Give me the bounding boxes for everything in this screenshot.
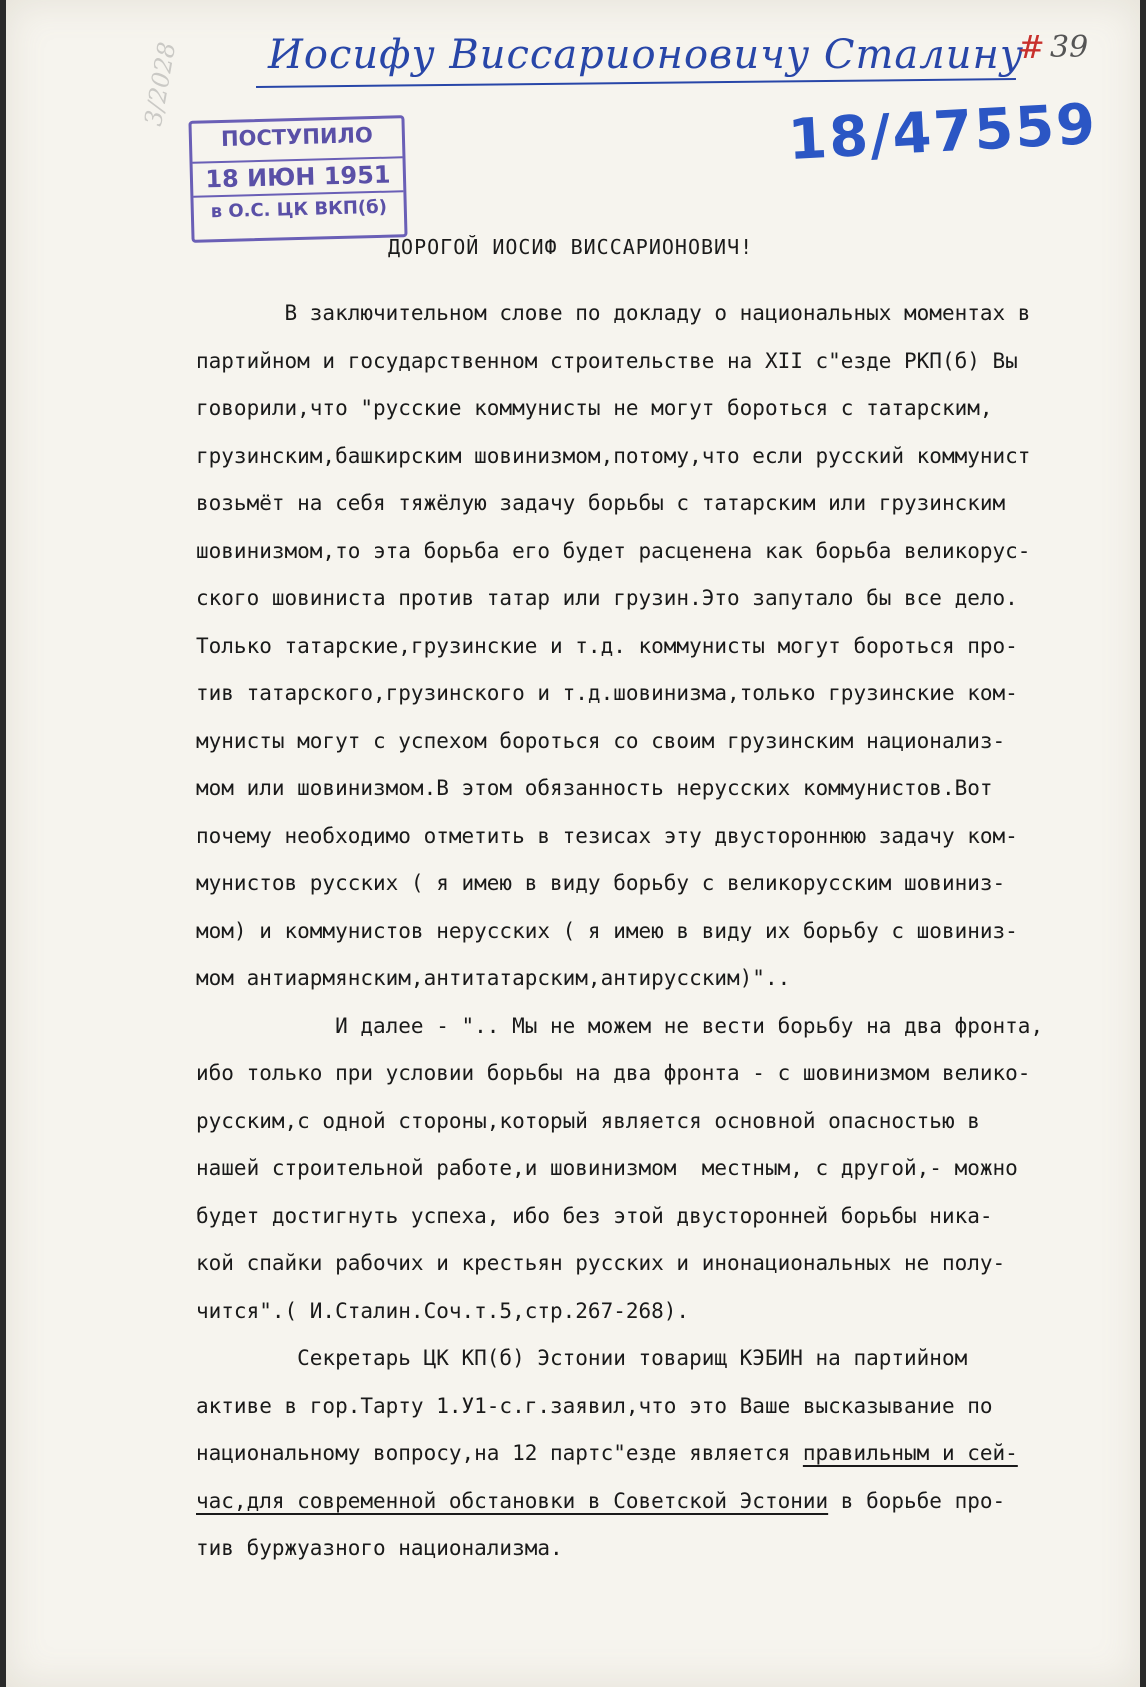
body-line-text: в борьбе про- (828, 1488, 1006, 1513)
body-line: тив буржуазного национализма. (196, 1536, 563, 1560)
stamp-date: 18 ИЮН 1951 (193, 156, 404, 197)
body-line: активе в гор.Тарту 1.У1-с.г.заявил,что это Ваше высказывание по (196, 1393, 993, 1418)
body-line: мом) и коммунистов нерусских ( я имею в виду их борьбу с шовиниз- (196, 918, 1018, 943)
letter-page (6, 0, 1140, 1687)
body-line: говорили,что "русские коммунисты не могут бороться с татарским, (196, 396, 993, 420)
salutation: ДОРОГОЙ ИОСИФ ВИССАРИОНОВИЧ! (388, 235, 754, 259)
body-line: чится".( И.Сталин.Соч.т.5,стр.267-268). (196, 1298, 690, 1323)
body-line (196, 1478, 1136, 1526)
body-line: тив татарского,грузинского и т.д.шовинизма,только грузинские ком- (196, 681, 1018, 705)
underlined-phrase: час,для современной обстановки в Советской Эстонии (196, 1488, 829, 1513)
body-line: почему необходимо отметить в тезисах эту двустороннюю задачу ком- (196, 823, 1018, 848)
faint-pencil-note: 3/2028 (139, 39, 182, 129)
letter-body (196, 290, 1136, 1573)
body-line: кой спайки рабочих и крестьян русских и инонациональных не полу- (196, 1251, 1006, 1275)
body-line (196, 1430, 1136, 1478)
body-line-text: национальному вопросу,на 12 партс"езде является (196, 1441, 803, 1465)
body-line: ибо только при условии борьбы на два фронта - с шовинизмом велико- (196, 1061, 1031, 1085)
body-line: нашей строительной работе,и шовинизмом местным, с другой,- можно (196, 1156, 1018, 1180)
body-line: будет достигнуть успеха, ибо без этой двусторонней борьбы ника- (196, 1203, 993, 1228)
body-line: мунисты могут с успехом бороться со своим грузинским национализ- (196, 728, 1006, 753)
stamp-department: в О.С. ЦК ВКП(б) (210, 196, 388, 223)
body-line: мом антиармянским,антитатарским,антирусским)".. (196, 966, 791, 990)
handwritten-red-mark: # (1018, 28, 1045, 66)
body-line: шовинизмом,то эта борьба его будет расценена как борьба великорус- (196, 538, 1031, 563)
body-line: мунистов русских ( я имею в виду борьбу с великорусским шовиниз- (196, 871, 1006, 895)
stamp-received-label: ПОСТУПИЛО (220, 123, 374, 151)
underlined-phrase: правильным и сей- (802, 1441, 1018, 1465)
handwritten-page-number: 39 (1050, 30, 1089, 65)
received-stamp (188, 115, 407, 243)
body-line: Секретарь ЦК КП(б) Эстонии товарищ КЭБИН на партийном (196, 1346, 968, 1370)
body-line: русским,с одной стороны,который является основной опасностью в (196, 1108, 980, 1133)
body-line: Только татарские,грузинские и т.д. коммунисты могут бороться про- (196, 633, 1018, 658)
body-line: В заключительном слове по докладу о национальных моментах в (196, 301, 1031, 325)
body-line: мом или шовинизмом.В этом обязанность нерусских коммунистов.Вот (196, 776, 993, 800)
addressee-underline (256, 78, 1016, 88)
handwritten-registration-number: 18/47559 (786, 91, 1099, 174)
body-line: грузинским,башкирским шовинизмом,потому,что если русский коммунист (196, 443, 1031, 468)
body-line: возьмёт на себя тяжёлую задачу борьбы с татарским или грузинским (196, 491, 1006, 515)
body-line: И далее - ".. Мы не можем не вести борьбу на два фронта, (196, 1013, 1044, 1038)
body-line: ского шовиниста против татар или грузин.Это запутало бы все дело. (196, 586, 1018, 610)
handwritten-addressee: Иосифу Виссарионовичу Сталину (268, 32, 1025, 78)
body-line: партийном и государственном строительстве на XII с"езде РКП(б) Вы (196, 348, 1018, 373)
